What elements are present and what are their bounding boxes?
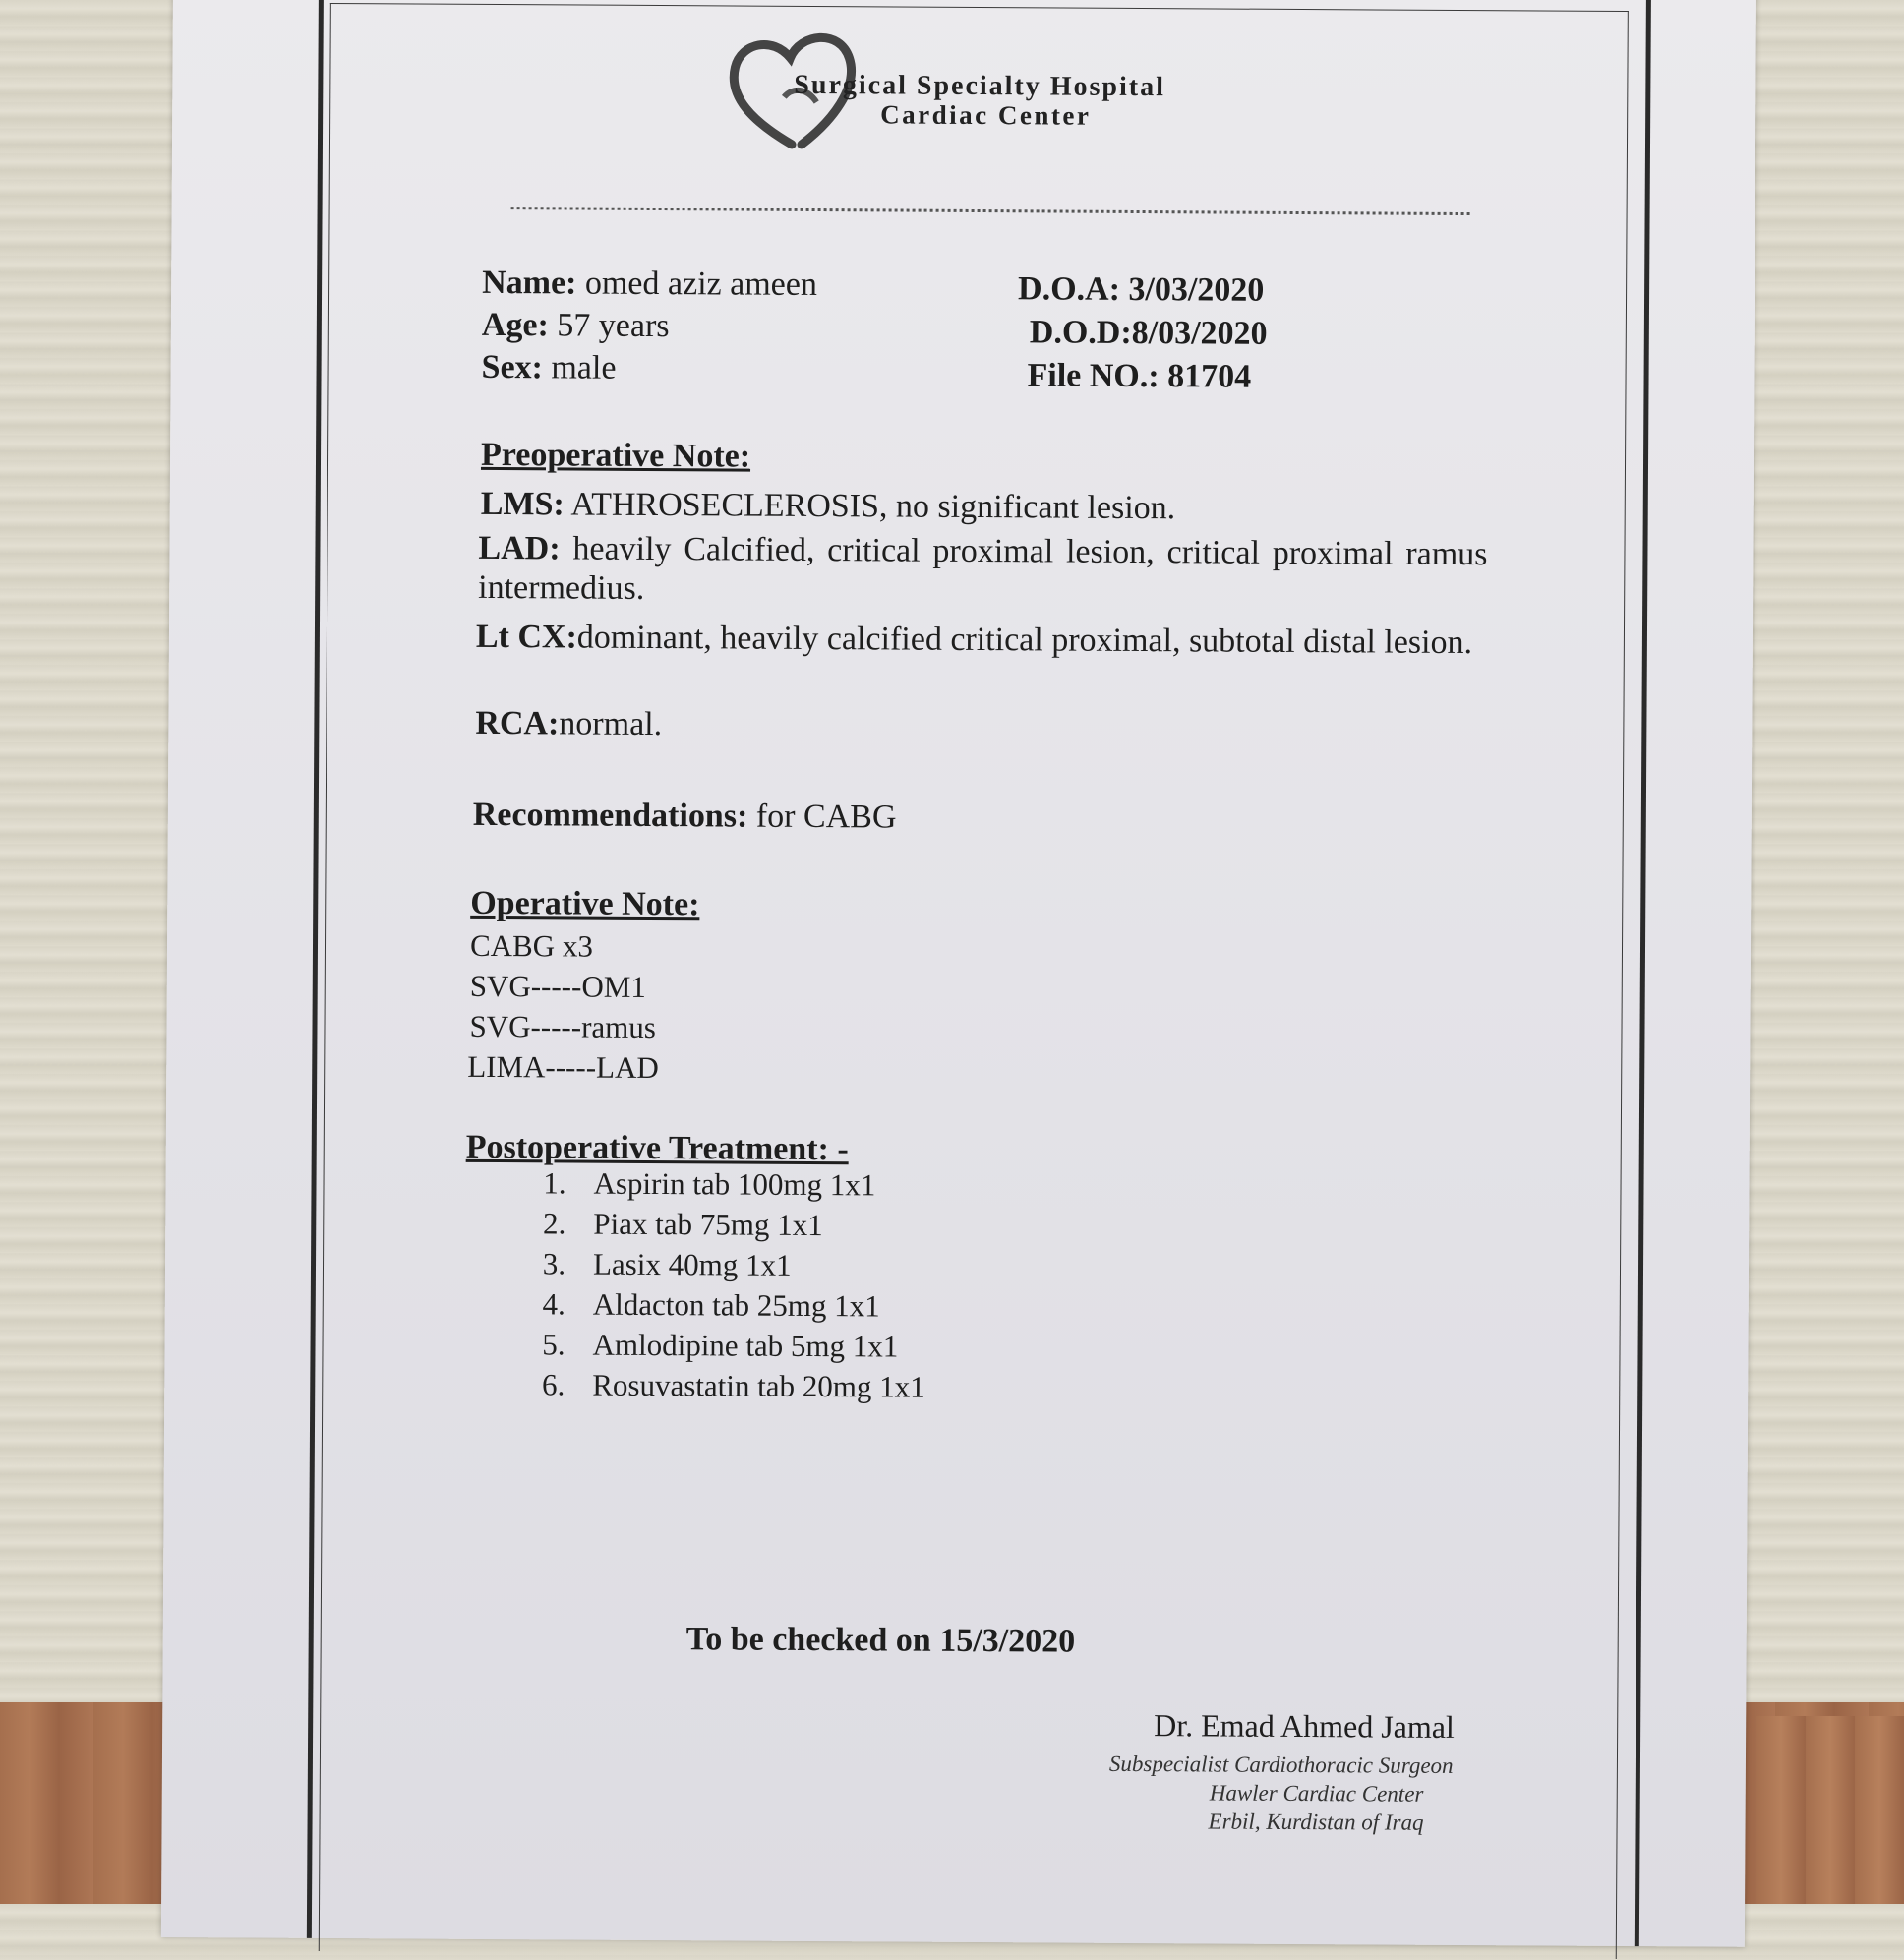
doctor-location: Erbil, Kurdistan of Iraq <box>1208 1809 1424 1835</box>
list-item: 3. Lasix 40mg 1x1 <box>505 1246 926 1289</box>
hospital-name: Surgical Specialty Hospital <box>794 69 1166 103</box>
medication-text: Rosuvastatin tab 20mg 1x1 <box>592 1367 925 1404</box>
recommendations-text: for CABG <box>755 798 897 836</box>
admission-date: D.O.A: 3/03/2020 <box>1017 270 1265 309</box>
recommendations-label: Recommendations: <box>472 796 748 835</box>
list-item: 5. Amlodipine tab 5mg 1x1 <box>504 1327 925 1370</box>
sex-value: male <box>551 349 617 386</box>
medication-text: Piax tab 75mg 1x1 <box>593 1206 823 1243</box>
patient-age-row <box>482 307 670 345</box>
operative-line: SVG-----ramus <box>469 1008 657 1045</box>
table-surface-right <box>1756 1716 1904 1904</box>
rca-row <box>475 705 662 743</box>
ltcx-paragraph <box>476 618 1487 663</box>
postop-heading: Postoperative Treatment: - <box>465 1128 849 1168</box>
discharge-date: D.O.D:8/03/2020 <box>1029 314 1268 352</box>
doctor-name: Dr. Emad Ahmed Jamal <box>1154 1707 1456 1745</box>
lad-label: LAD: <box>478 529 561 567</box>
list-item: 6. Rosuvastatin tab 20mg 1x1 <box>504 1367 925 1410</box>
operative-heading: Operative Note: <box>470 884 700 923</box>
medication-text: Lasix 40mg 1x1 <box>592 1246 792 1282</box>
preop-heading: Preoperative Note: <box>480 436 751 475</box>
sex-label: Sex: <box>481 348 544 386</box>
name-label: Name: <box>482 264 577 302</box>
medical-report-paper <box>161 0 1756 1947</box>
lms-text: ATHROSECLEROSIS, no significant lesion. <box>570 486 1176 527</box>
operative-line: CABG x3 <box>469 927 594 964</box>
rca-label: RCA: <box>475 704 560 742</box>
hospital-logo <box>723 28 1275 168</box>
list-item: 1. Aspirin tab 100mg 1x1 <box>505 1165 926 1209</box>
lad-paragraph <box>478 529 1487 614</box>
medication-text: Amlodipine tab 5mg 1x1 <box>592 1327 899 1364</box>
doctor-center: Hawler Cardiac Center <box>1209 1780 1424 1807</box>
medication-text: Aldacton tab 25mg 1x1 <box>592 1286 880 1324</box>
recommendations-row <box>473 797 897 837</box>
list-item: 2. Piax tab 75mg 1x1 <box>505 1206 926 1249</box>
ltcx-text: dominant, heavily calcified critical proximal, subtotal distal lesion. <box>576 619 1473 662</box>
operative-line: LIMA-----LAD <box>467 1048 659 1086</box>
age-value: 57 years <box>557 307 670 345</box>
medication-text: Aspirin tab 100mg 1x1 <box>593 1165 876 1203</box>
operative-line: SVG-----OM1 <box>469 968 646 1004</box>
age-label: Age: <box>481 306 549 344</box>
patient-name-row <box>482 265 817 304</box>
center-name: Cardiac Center <box>880 99 1092 131</box>
ltcx-label: Lt CX: <box>475 618 577 656</box>
file-number: File NO.: 81704 <box>1027 357 1252 395</box>
rca-text: normal. <box>559 705 663 743</box>
doctor-title: Subspecialist Cardiothoracic Surgeon <box>1108 1751 1454 1778</box>
lms-label: LMS: <box>480 485 565 523</box>
medication-list <box>504 1165 926 1410</box>
patient-sex-row <box>481 349 616 387</box>
followup-date: To be checked on 15/3/2020 <box>685 1621 1076 1660</box>
name-value: omed aziz ameen <box>584 265 818 304</box>
lad-text: heavily Calcified, critical proximal lesion, critical proximal ramus intermedius. <box>478 530 1488 607</box>
list-item: 4. Aldacton tab 25mg 1x1 <box>505 1286 926 1330</box>
lms-row <box>481 486 1176 527</box>
